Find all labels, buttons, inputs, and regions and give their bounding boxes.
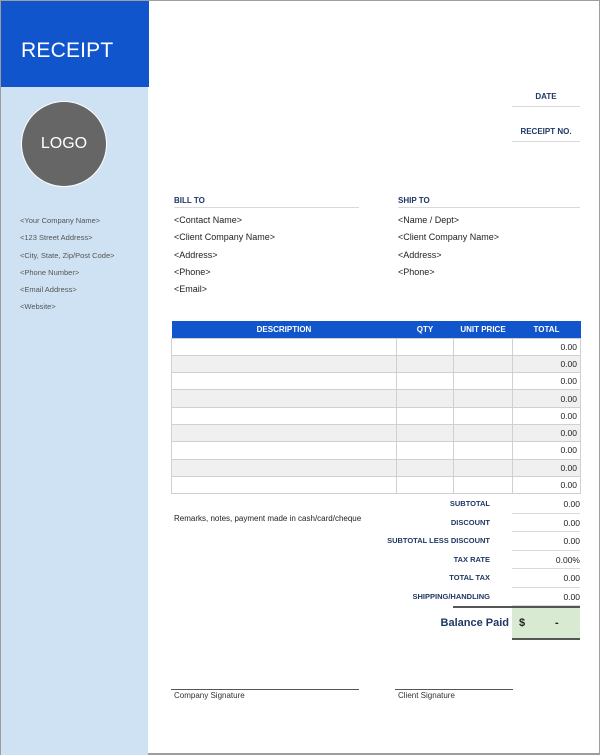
column-header-total: TOTAL xyxy=(513,321,581,338)
total-tax-label: TOTAL TAX xyxy=(449,573,490,582)
table-row xyxy=(172,424,581,441)
table-row xyxy=(172,407,581,424)
logo-placeholder[interactable] xyxy=(21,101,107,187)
company-signature-line[interactable] xyxy=(171,689,359,700)
company-email[interactable]: <Email Address> xyxy=(20,285,77,295)
description-cell[interactable] xyxy=(172,407,397,424)
company-signature-label: Company Signature xyxy=(174,691,245,700)
unit-price-cell[interactable] xyxy=(454,424,513,441)
title-banner xyxy=(1,1,149,87)
total-cell: 0.00 xyxy=(513,338,581,355)
total-cell: 0.00 xyxy=(513,373,581,390)
description-cell[interactable] xyxy=(172,355,397,372)
discount-label: DISCOUNT xyxy=(450,517,490,527)
bill-to-heading: BILL TO xyxy=(174,196,359,208)
unit-price-cell[interactable] xyxy=(454,407,513,424)
discount-row xyxy=(380,514,580,533)
description-cell[interactable] xyxy=(172,338,397,355)
description-cell[interactable] xyxy=(172,476,397,493)
bill-to-block xyxy=(174,215,275,301)
subtotal-value: 0.00 xyxy=(512,495,580,514)
total-cell: 0.00 xyxy=(513,476,581,493)
table-row xyxy=(172,442,581,459)
total-tax-value: 0.00 xyxy=(512,569,580,588)
total-cell: 0.00 xyxy=(513,407,581,424)
table-header-row xyxy=(172,321,581,338)
qty-cell[interactable] xyxy=(397,338,454,355)
ship-to-company[interactable]: <Client Company Name> xyxy=(398,232,500,243)
subtotal-label: SUBTOTAL xyxy=(449,499,490,508)
tax-rate-label: TAX RATE xyxy=(453,554,490,564)
currency-symbol: $ xyxy=(519,617,526,629)
unit-price-cell[interactable] xyxy=(454,355,513,372)
subtotal-less-discount-row xyxy=(380,532,580,551)
bill-to-contact[interactable]: <Contact Name> xyxy=(174,215,243,225)
document-title: RECEIPT xyxy=(21,39,114,62)
company-street[interactable]: <123 Street Address> xyxy=(20,233,93,243)
column-header-description: DESCRIPTION xyxy=(172,321,397,338)
discount-value[interactable]: 0.00 xyxy=(512,514,580,533)
table-row xyxy=(172,373,581,390)
bill-to-company[interactable]: <Client Company Name> xyxy=(174,232,276,243)
shipping-handling-value[interactable]: 0.00 xyxy=(512,588,580,607)
tax-rate-value[interactable]: 0.00% xyxy=(512,551,580,570)
unit-price-cell[interactable] xyxy=(454,338,513,355)
subtotal-row xyxy=(380,495,580,514)
description-cell[interactable] xyxy=(172,373,397,390)
client-signature-label: Client Signature xyxy=(398,691,455,700)
logo-label: LOGO xyxy=(40,135,88,152)
shipping-handling-row xyxy=(380,588,580,607)
total-cell: 0.00 xyxy=(513,424,581,441)
client-signature-line[interactable] xyxy=(395,689,513,700)
balance-paid-box xyxy=(512,608,580,640)
bill-to-email[interactable]: <Email> xyxy=(174,284,208,295)
bill-to-phone[interactable]: <Phone> xyxy=(174,266,211,277)
sidebar xyxy=(0,1,148,755)
company-info xyxy=(20,215,115,319)
qty-cell[interactable] xyxy=(397,355,454,372)
qty-cell[interactable] xyxy=(397,373,454,390)
company-city[interactable]: <City, State, Zip/Post Code> xyxy=(20,250,115,260)
subtotal-less-discount-value: 0.00 xyxy=(512,532,580,551)
description-cell[interactable] xyxy=(172,424,397,441)
description-cell[interactable] xyxy=(172,390,397,407)
total-tax-row xyxy=(380,569,580,588)
shipping-handling-label: SHIPPING/HANDLING xyxy=(412,591,490,601)
ship-to-name[interactable]: <Name / Dept> xyxy=(398,215,460,225)
table-row xyxy=(172,390,581,407)
unit-price-cell[interactable] xyxy=(454,442,513,459)
qty-cell[interactable] xyxy=(397,390,454,407)
unit-price-cell[interactable] xyxy=(454,459,513,476)
company-website[interactable]: <Website> xyxy=(20,302,56,312)
total-cell: 0.00 xyxy=(513,459,581,476)
qty-cell[interactable] xyxy=(397,442,454,459)
total-cell: 0.00 xyxy=(513,442,581,459)
company-phone[interactable]: <Phone Number> xyxy=(20,267,80,277)
unit-price-cell[interactable] xyxy=(454,476,513,493)
company-name[interactable]: <Your Company Name> xyxy=(20,216,101,225)
qty-cell[interactable] xyxy=(397,424,454,441)
line-items-table xyxy=(171,321,581,494)
total-cell: 0.00 xyxy=(513,355,581,372)
unit-price-cell[interactable] xyxy=(454,390,513,407)
ship-to-phone[interactable]: <Phone> xyxy=(398,266,435,277)
balance-paid-label: Balance Paid xyxy=(440,617,509,629)
bill-to-address[interactable]: <Address> xyxy=(174,249,218,260)
ship-to-address[interactable]: <Address> xyxy=(398,249,442,260)
remarks-note[interactable]: Remarks, notes, payment made in cash/card/cheque xyxy=(174,514,362,523)
receipt-no-field[interactable]: RECEIPT NO. xyxy=(512,127,580,142)
description-cell[interactable] xyxy=(172,459,397,476)
column-header-qty: QTY xyxy=(397,321,454,338)
table-row xyxy=(172,355,581,372)
ship-to-heading: SHIP TO xyxy=(398,196,580,208)
qty-cell[interactable] xyxy=(397,459,454,476)
table-row xyxy=(172,476,581,493)
date-field[interactable]: DATE xyxy=(512,92,580,107)
description-cell[interactable] xyxy=(172,442,397,459)
total-cell: 0.00 xyxy=(513,390,581,407)
qty-cell[interactable] xyxy=(397,407,454,424)
tax-rate-row xyxy=(380,551,580,570)
table-row xyxy=(172,338,581,355)
ship-to-block xyxy=(398,215,499,284)
qty-cell[interactable] xyxy=(397,476,454,493)
unit-price-cell[interactable] xyxy=(454,373,513,390)
subtotal-less-discount-label: SUBTOTAL LESS DISCOUNT xyxy=(387,536,490,545)
column-header-unit-price: UNIT PRICE xyxy=(454,321,513,338)
table-row xyxy=(172,459,581,476)
balance-paid-amount: - xyxy=(555,617,559,629)
